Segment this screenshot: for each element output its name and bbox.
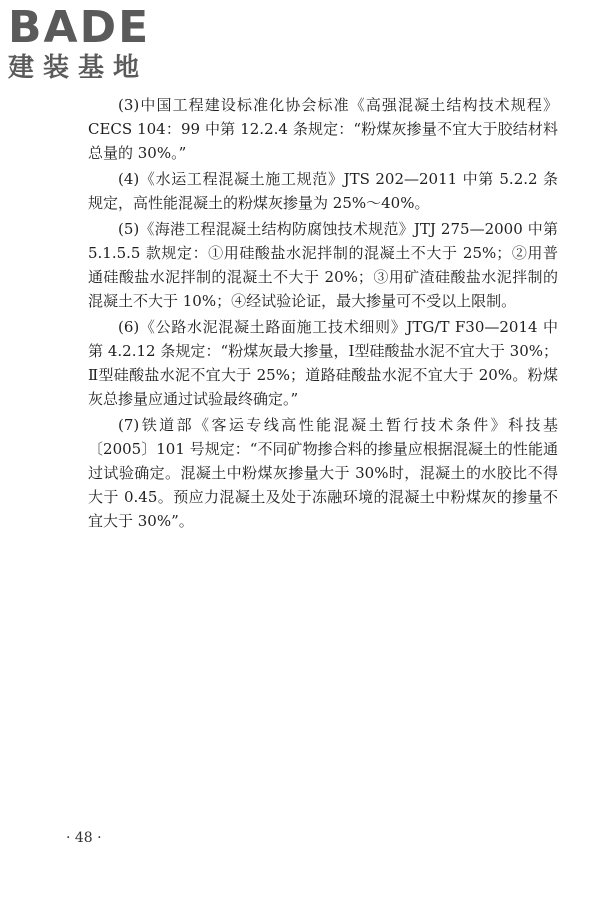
paragraph-4: (4)《水运工程混凝土施工规范》JTS 202—2011 中第 5.2.2 条规定，高性能混凝土的粉煤灰掺量为 25%～40%。 [88, 170, 558, 212]
paragraph-3: (3)中国工程建设标准化协会标准《高强混凝土结构技术规程》CECS 104：99 中第 12.2.4 条规定：“粉煤灰掺量不宜大于胶结材料总量的 30%。” [88, 96, 558, 162]
bade-logo [8, 4, 176, 88]
paragraph-6: (6)《公路水泥混凝土路面施工技术细则》JTG/T F30—2014 中第 4.2.12 条规定：“粉煤灰最大掺量，Ⅰ型硅酸盐水泥不宜大于 30%；Ⅱ型硅酸盐水泥不宜大于 25%；道路硅酸盐水泥不宜大于 20%。粉煤灰总掺量应通过试验最终确定。” [88, 318, 558, 408]
logo-latin-text: BADE [8, 2, 151, 53]
document-body [88, 93, 558, 535]
paragraph-7: (7)铁道部《客运专线高性能混凝土暂行技术条件》科技基〔2005〕101 号规定：“不同矿物掺合料的掺量应根据混凝土的性能通过试验确定。混凝土中粉煤灰掺量大于 30%时，混凝土的水胶比不得大于 0.45。预应力混凝土及处于冻融环境的混凝土中粉煤灰的掺量不宜大于 30%”。 [88, 416, 558, 530]
paragraph-5: (5)《海港工程混凝土结构防腐蚀技术规范》JTJ 275—2000 中第 5.1.5.5 款规定：①用硅酸盐水泥拌制的混凝土不大于 25%；②用普通硅酸盐水泥拌制的混凝土不大于 20%；③用矿渣硅酸盐水泥拌制的混凝土不大于 10%；④经试验论证，最大掺量可不受以上限制。 [88, 220, 558, 310]
page-number: · 48 · [66, 830, 102, 846]
logo-cjk-text: 建装基地 [8, 53, 149, 83]
